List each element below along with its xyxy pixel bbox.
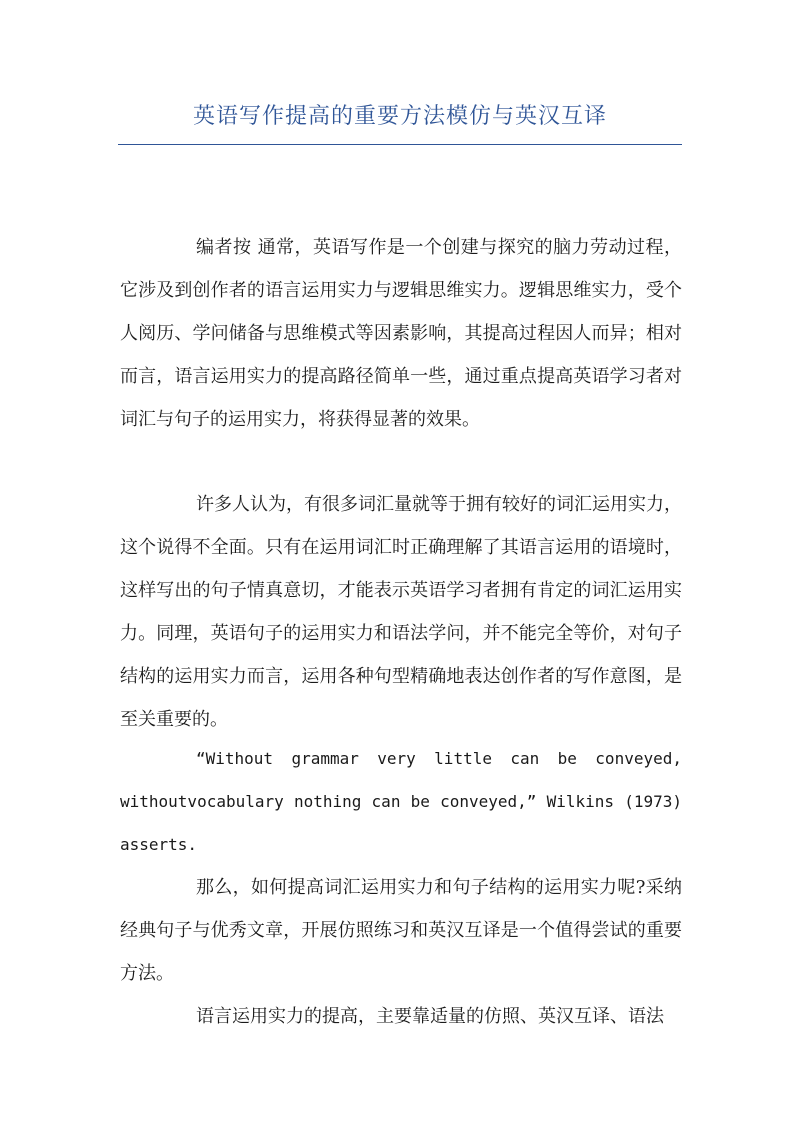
paragraph-editor-note: 编者按 通常，英语写作是一个创建与探究的脑力劳动过程，它涉及到创作者的语言运用实力与逻辑思维实力。逻辑思维实力，受个人阅历、学问储备与思维模式等因素影响，其提高过程因人而异；相对而言，语言运用实力的提高路径简单一些，通过重点提高英语学习者对词汇与句子的运用实力，将获得显著的效果。 [120,237,682,430]
paragraph-quote: “Without grammar very little can be conveyed, withoutvocabulary nothing can be conveyed,” Wilkins (1973) asserts. [120,749,682,854]
title-underline [118,144,682,145]
paragraph-method: 那么，如何提高词汇运用实力和句子结构的运用实力呢?采纳经典句子与优秀文章，开展仿照练习和英汉互译是一个值得尝试的重要方法。 [120,877,682,984]
paragraph-vocabulary: 许多人认为，有很多词汇量就等于拥有较好的词汇运用实力，这个说得不全面。只有在运用词汇时正确理解了其语言运用的语境时，这样写出的句子情真意切，才能表示英语学习者拥有肯定的词汇运用实力。同理，英语句子的运用实力和语法学问，并不能完全等价，对句子结构的运用实力而言，运用各种句型精确地表达创作者的写作意图，是至关重要的。 [120,494,682,730]
paragraph-improvement: 语言运用实力的提高，主要靠适量的仿照、英汉互译、语法 [196,1006,664,1027]
document-title: 英语写作提高的重要方法模仿与英汉互译 [192,104,607,129]
